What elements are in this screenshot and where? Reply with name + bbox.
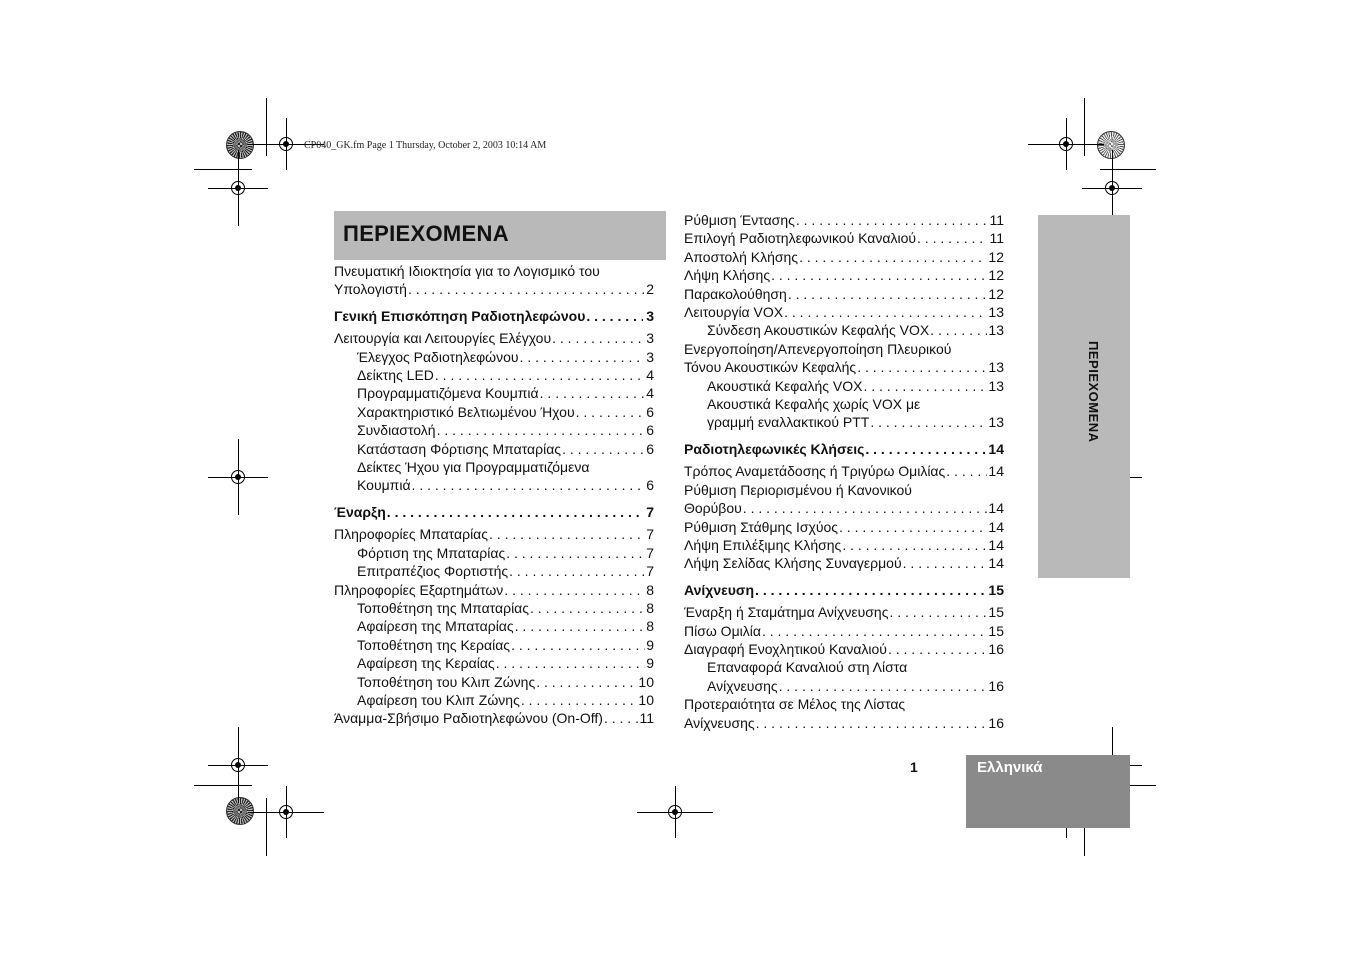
page-title: ΠΕΡΙΕΧΟΜΕΝΑ xyxy=(343,221,509,246)
toc-entry xyxy=(684,658,1004,676)
toc-right-column xyxy=(684,211,1004,732)
toc-entry-title: Άναμμα-Σβήσιμο Ραδιοτηλεφώνου (On-Off) xyxy=(334,710,603,727)
toc-leader-dots xyxy=(842,536,987,554)
toc-section-entry xyxy=(684,581,1004,599)
toc-entry xyxy=(334,440,654,458)
toc-entry xyxy=(334,544,654,562)
toc-entry xyxy=(684,321,1004,339)
toc-entry-page: 10 xyxy=(638,691,654,708)
file-header-line: CP040_GK.fm Page 1 Thursday, October 2, 2003 10:14 AM xyxy=(304,140,547,151)
toc-entry xyxy=(684,377,1004,395)
toc-leader-dots xyxy=(779,677,988,695)
toc-entry xyxy=(684,229,1004,247)
registration-rosette-icon xyxy=(1097,131,1125,159)
toc-entry xyxy=(334,709,654,727)
toc-entry-title: Παρακολούθηση xyxy=(684,285,787,302)
toc-leader-dots xyxy=(412,476,646,494)
toc-entry-page: 13 xyxy=(988,304,1004,321)
toc-entry xyxy=(334,329,654,347)
toc-entry-title: Λειτουργία VOX xyxy=(684,304,784,321)
toc-entry-page: 4 xyxy=(646,367,654,384)
toc-entry xyxy=(684,395,1004,413)
toc-entry-page: 16 xyxy=(988,677,1004,694)
toc-leader-dots xyxy=(799,248,987,266)
toc-leader-dots xyxy=(796,211,989,229)
toc-leader-dots xyxy=(435,366,645,384)
toc-entry xyxy=(684,248,1004,266)
toc-section-entry xyxy=(334,307,654,325)
toc-entry xyxy=(684,536,1004,554)
toc-leader-dots xyxy=(506,544,645,562)
toc-entry-page: 2 xyxy=(646,281,654,298)
toc-entry-title: Ανίχνευσης xyxy=(707,677,778,694)
toc-entry-title: Ρύθμιση Έντασης xyxy=(684,212,795,228)
toc-entry xyxy=(684,413,1004,431)
toc-entry-page: 6 xyxy=(646,477,654,494)
toc-entry-title: Λήψη Κλήσης xyxy=(684,267,771,284)
toc-entry-title: Ανίχνευσης xyxy=(684,714,755,731)
toc-entry-page: 6 xyxy=(646,422,654,439)
toc-leader-dots xyxy=(540,384,646,402)
toc-entry-title: Προγραμματιζόμενα Κουμπιά xyxy=(357,385,539,402)
toc-section-entry xyxy=(334,503,654,521)
toc-leader-dots xyxy=(865,440,985,458)
toc-leader-dots xyxy=(504,581,645,599)
toc-leader-dots xyxy=(509,562,645,580)
toc-leader-dots xyxy=(437,421,646,439)
toc-entry xyxy=(334,691,654,709)
toc-entry-page: 13 xyxy=(988,322,1004,339)
toc-entry xyxy=(334,581,654,599)
toc-entry xyxy=(334,525,654,543)
toc-entry-page: 12 xyxy=(988,267,1004,284)
toc-entry-page: 15 xyxy=(988,604,1004,621)
toc-entry-page: 14 xyxy=(988,536,1004,553)
toc-leader-dots xyxy=(756,714,988,732)
toc-entry-page: 9 xyxy=(646,636,654,653)
toc-leader-dots xyxy=(903,554,988,572)
toc-entry-title: Θορύβου xyxy=(684,500,742,517)
toc-leader-dots xyxy=(576,403,646,421)
toc-entry-page: 7 xyxy=(646,544,654,561)
toc-entry-page: 13 xyxy=(988,377,1004,394)
toc-leader-dots xyxy=(839,518,987,536)
toc-entry xyxy=(684,554,1004,572)
toc-entry xyxy=(684,481,1004,499)
side-tab-label: ΠΕΡΙΕΧΟΜΕΝΑ xyxy=(1086,341,1101,443)
toc-entry-page: 14 xyxy=(988,518,1004,535)
toc-leader-dots xyxy=(870,413,987,431)
toc-entry xyxy=(334,366,654,384)
toc-entry-title: Τοποθέτηση του Κλιπ Ζώνης xyxy=(357,673,536,690)
toc-entry-title: Επαναφορά Καναλιού στη Λίστα xyxy=(707,659,908,676)
toc-entry-title: γραμμή εναλλακτικού PTT xyxy=(707,414,870,431)
toc-leader-dots xyxy=(489,525,645,543)
toc-entry-page: 13 xyxy=(988,359,1004,376)
toc-entry xyxy=(684,640,1004,658)
toc-entry-page: 8 xyxy=(646,618,654,635)
toc-entry-title: Πίσω Ομιλία xyxy=(684,622,761,639)
toc-entry-page: 16 xyxy=(988,714,1004,731)
toc-entry xyxy=(684,266,1004,284)
toc-leader-dots xyxy=(552,329,645,347)
toc-leader-dots xyxy=(788,285,988,303)
toc-entry xyxy=(684,603,1004,621)
toc-entry-title: Λήψη Επιλέξιμης Κλήσης xyxy=(684,536,842,553)
toc-leader-dots xyxy=(408,280,645,298)
toc-entry xyxy=(684,622,1004,640)
toc-entry-title: Υπολογιστή xyxy=(334,281,407,298)
toc-entry-title: Κατάσταση Φόρτισης Μπαταρίας xyxy=(357,440,562,457)
toc-entry xyxy=(334,384,654,402)
toc-entry-title: Δείκτες Ήχου για Προγραμματιζόμενα xyxy=(357,459,590,476)
toc-entry-title: Φόρτιση της Μπαταρίας xyxy=(357,544,506,561)
toc-entry-title: Πληροφορίες Μπαταρίας xyxy=(334,526,489,543)
toc-leader-dots xyxy=(917,229,988,247)
toc-entry-title: Αφαίρεση της Κεραίας xyxy=(357,655,495,672)
toc-entry-title: Χαρακτηριστικό Βελτιωμένου Ήχου xyxy=(357,403,575,420)
toc-leader-dots xyxy=(530,599,645,617)
toc-entry xyxy=(334,673,654,691)
toc-leader-dots xyxy=(536,673,637,691)
toc-entry xyxy=(334,636,654,654)
toc-entry-page: 11 xyxy=(639,710,654,727)
toc-entry-page: 7 xyxy=(646,526,654,543)
toc-entry xyxy=(684,677,1004,695)
toc-entry xyxy=(684,714,1004,732)
toc-entry-page: 12 xyxy=(988,285,1004,302)
toc-leader-dots xyxy=(946,462,987,480)
toc-entry-title: Κουμπιά xyxy=(357,477,411,494)
toc-leader-dots xyxy=(604,709,638,727)
toc-entry xyxy=(684,211,1004,229)
toc-entry-title: Επιλογή Ραδιοτηλεφωνικού Καναλιού xyxy=(684,230,917,247)
toc-entry xyxy=(334,262,654,280)
toc-entry-title: Έλεγχος Ραδιοτηλεφώνου xyxy=(357,348,519,365)
toc-left-column xyxy=(334,262,654,728)
toc-entry xyxy=(334,458,654,476)
toc-entry-page: 15 xyxy=(988,622,1004,639)
toc-leader-dots xyxy=(888,640,987,658)
toc-entry xyxy=(334,617,654,635)
toc-entry xyxy=(684,285,1004,303)
toc-entry-title: Διαγραφή Ενοχλητικού Καναλιού xyxy=(684,640,887,657)
toc-entry-title: Λήψη Σελίδας Κλήσης Συναγερμού xyxy=(684,555,902,572)
toc-entry xyxy=(334,476,654,494)
toc-entry-page: 7 xyxy=(646,503,654,520)
toc-entry-title: Δείκτης LED xyxy=(357,367,434,384)
toc-leader-dots xyxy=(743,499,988,517)
contents-title-box xyxy=(334,211,666,260)
toc-entry xyxy=(684,358,1004,376)
toc-entry-title: Ακουστικά Κεφαλής χωρίς VOX με xyxy=(707,396,921,413)
toc-entry-title: Τοποθέτηση της Κεραίας xyxy=(357,636,511,653)
language-tab xyxy=(966,755,1130,828)
toc-entry-page: 8 xyxy=(646,599,654,616)
toc-entry-title: Συνδιαστολή xyxy=(357,422,436,439)
page-number: 1 xyxy=(910,759,918,775)
toc-entry-title: Ανίχνευση xyxy=(684,581,755,598)
toc-entry-title: Αφαίρεση του Κλιπ Ζώνης xyxy=(357,691,520,708)
toc-entry xyxy=(334,654,654,672)
toc-entry xyxy=(334,348,654,366)
toc-entry-page: 10 xyxy=(638,673,654,690)
toc-entry-title: Ραδιοτηλεφωνικές Κλήσεις xyxy=(684,440,865,457)
toc-leader-dots xyxy=(586,307,643,325)
toc-leader-dots xyxy=(755,581,985,599)
toc-entry xyxy=(684,462,1004,480)
toc-entry-title: Σύνδεση Ακουστικών Κεφαλής VOX xyxy=(707,322,930,339)
toc-entry-page: 3 xyxy=(646,307,654,324)
toc-entry xyxy=(684,499,1004,517)
toc-entry-page: 3 xyxy=(646,348,654,365)
toc-entry xyxy=(684,340,1004,358)
toc-leader-dots xyxy=(496,654,646,672)
toc-leader-dots xyxy=(784,303,987,321)
toc-entry xyxy=(334,280,654,298)
toc-entry-title: Έναρξη xyxy=(334,503,386,520)
toc-entry-page: 8 xyxy=(646,581,654,598)
registration-rosette-icon xyxy=(226,797,254,825)
toc-entry-page: 11 xyxy=(989,230,1004,247)
toc-entry-page: 14 xyxy=(988,500,1004,517)
toc-entry-title: Αποστολή Κλήσης xyxy=(684,248,799,265)
side-tab xyxy=(1038,215,1130,578)
toc-leader-dots xyxy=(515,617,646,635)
toc-entry-page: 14 xyxy=(988,440,1004,457)
toc-leader-dots xyxy=(863,377,987,395)
toc-entry-title: Ενεργοποίηση/Απενεργοποίηση Πλευρικού xyxy=(684,340,952,357)
toc-entry-page: 16 xyxy=(988,640,1004,657)
toc-entry-page: 3 xyxy=(646,330,654,347)
toc-entry-title: Έναρξη ή Σταμάτημα Ανίχνευσης xyxy=(684,604,889,621)
toc-entry-page: 14 xyxy=(988,555,1004,572)
toc-section-entry xyxy=(684,440,1004,458)
toc-entry-page: 9 xyxy=(646,655,654,672)
toc-entry-title: Τόνου Ακουστικών Κεφαλής xyxy=(684,359,857,376)
toc-leader-dots xyxy=(762,622,987,640)
toc-entry-page: 6 xyxy=(646,403,654,420)
toc-entry-page: 4 xyxy=(646,385,654,402)
toc-entry-title: Λειτουργία και Λειτουργίες Ελέγχου xyxy=(334,330,552,347)
toc-entry-title: Τοποθέτηση της Μπαταρίας xyxy=(357,599,530,616)
toc-entry xyxy=(334,562,654,580)
toc-entry xyxy=(684,303,1004,321)
toc-leader-dots xyxy=(387,503,643,521)
registration-rosette-icon xyxy=(226,131,254,159)
toc-entry-page: 12 xyxy=(988,248,1004,265)
toc-leader-dots xyxy=(521,691,638,709)
toc-leader-dots xyxy=(511,636,645,654)
toc-leader-dots xyxy=(857,358,987,376)
toc-entry xyxy=(334,599,654,617)
toc-entry-page: 6 xyxy=(646,440,654,457)
language-tab-label: Ελληνικά xyxy=(977,759,1043,776)
toc-leader-dots xyxy=(520,348,646,366)
toc-entry-title: Επιτραπέζιος Φορτιστής xyxy=(357,563,509,580)
toc-entry-title: Πληροφορίες Εξαρτημάτων xyxy=(334,581,504,598)
toc-entry xyxy=(334,403,654,421)
toc-entry xyxy=(684,518,1004,536)
toc-entry xyxy=(334,421,654,439)
toc-leader-dots xyxy=(771,266,987,284)
toc-entry xyxy=(684,695,1004,713)
toc-entry-page: 14 xyxy=(988,463,1004,480)
toc-entry-title: Αφαίρεση της Μπαταρίας xyxy=(357,618,514,635)
toc-entry-title: Τρόπος Αναμετάδοσης ή Τριγύρω Ομιλίας xyxy=(684,463,946,480)
toc-entry-page: 11 xyxy=(989,212,1004,228)
toc-entry-page: 7 xyxy=(646,563,654,580)
toc-entry-page: 15 xyxy=(988,581,1004,598)
toc-entry-title: Γενική Επισκόπηση Ραδιοτηλεφώνου xyxy=(334,307,586,324)
toc-entry-title: Ρύθμιση Στάθμης Ισχύος xyxy=(684,518,839,535)
toc-entry-title: Προτεραιότητα σε Μέλος της Λίστας xyxy=(684,696,906,713)
toc-entry-title: Ρύθμιση Περιορισμένου ή Κανονικού xyxy=(684,481,912,498)
toc-leader-dots xyxy=(930,321,987,339)
toc-leader-dots xyxy=(889,603,987,621)
toc-entry-title: Ακουστικά Κεφαλής VOX xyxy=(707,377,863,394)
toc-leader-dots xyxy=(562,440,645,458)
toc-entry-title: Πνευματική Ιδιοκτησία για το Λογισμικό του xyxy=(334,263,600,279)
toc-entry-page: 13 xyxy=(988,414,1004,431)
